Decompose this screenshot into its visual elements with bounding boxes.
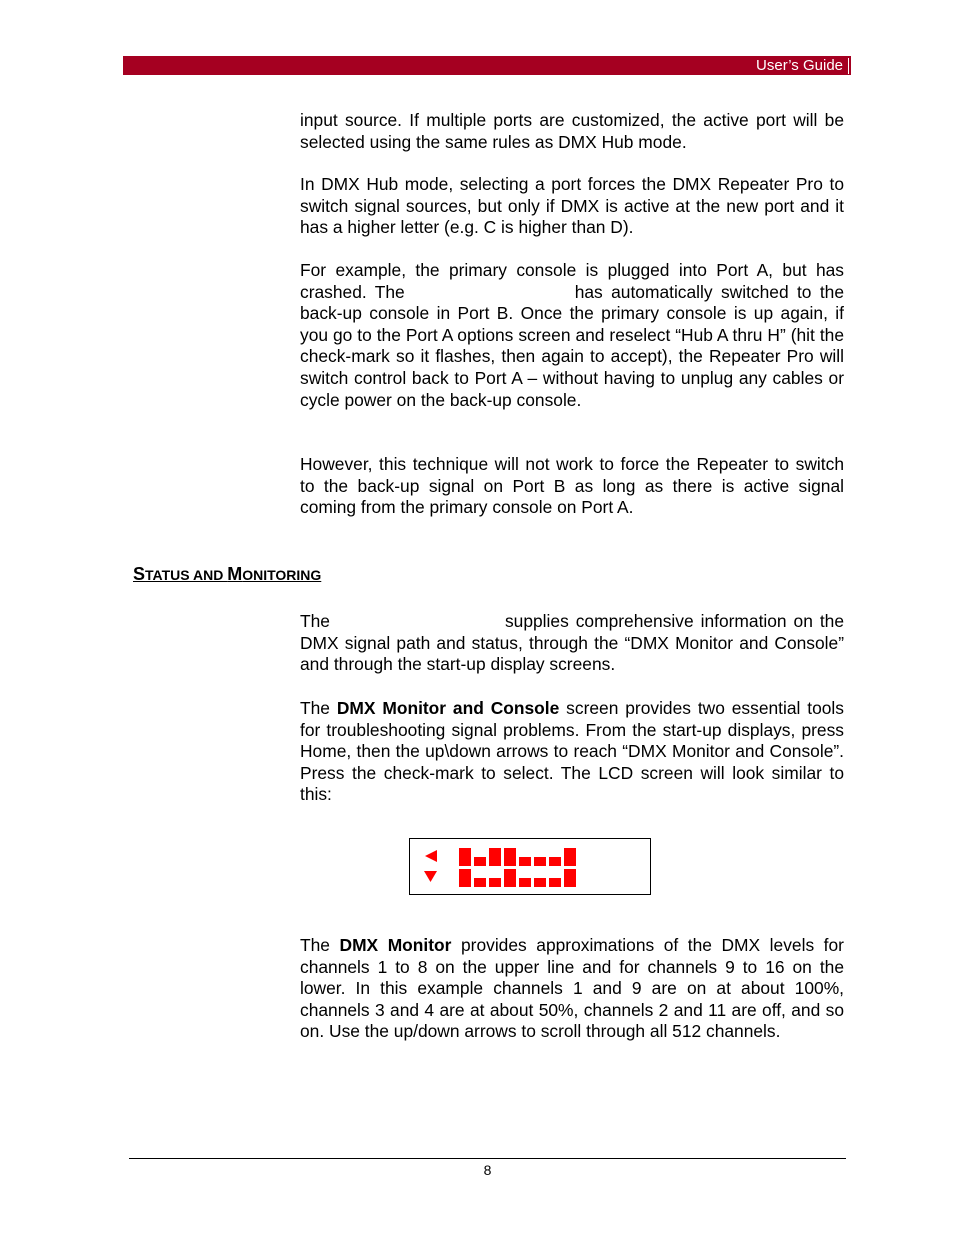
upper-level-bar-7: [549, 857, 561, 866]
upper-level-bar-3: [489, 848, 501, 866]
upper-level-bar-5: [519, 857, 531, 866]
lower-level-bar-3: [489, 878, 501, 887]
lower-level-bar-1: [459, 869, 471, 887]
header-title: User’s Guide: [756, 57, 843, 74]
page-number: 8: [483, 1162, 492, 1178]
paragraph-monitor-console: The DMX Monitor and Console screen provides two essential tools for troubleshooting signal problems. From the start-up displays, press Home, then the up\down arrows to reach “DMX Monitor and Console”. Press the check-mark to select. The LCD screen will look similar to this:: [300, 698, 844, 805]
lcd-display: [409, 838, 651, 895]
down-arrow-icon: [424, 870, 438, 882]
paragraph-status-intro: The supplies comprehensive information on the DMX signal path and status, through the “DMX Monitor and Console” and through the start-up display screens.: [300, 611, 844, 675]
lower-level-bar-8: [564, 869, 576, 887]
header-divider: [848, 58, 849, 74]
paragraph-hub-mode: In DMX Hub mode, selecting a port forces the DMX Repeater Pro to switch signal sources, but only if DMX is active at the new port and it has a higher letter (e.g. C is higher than D).: [300, 174, 844, 238]
upper-level-bar-8: [564, 848, 576, 866]
paragraph-example: [300, 260, 844, 411]
upper-level-bar-6: [534, 857, 546, 866]
paragraph-dmx-monitor: The DMX Monitor provides approximations of the DMX levels for channels 1 to 8 on the upper line and for channels 9 to 16 on the lower. In this example channels 1 and 9 are on at about 100%, channels 3 and 4 are at about 50%, channels 2 and 11 are off, and so on. Use the up/down arrows to scroll through all 512 channels.: [300, 935, 844, 1042]
lcd-level-bars: [459, 848, 584, 888]
paragraph-example-start: For example, the primary console is plugged into Port A, but has crashed. The: [300, 260, 844, 302]
lower-level-bar-4: [504, 869, 516, 887]
left-arrow-icon: [424, 850, 438, 862]
paragraph-input-source: input source. If multiple ports are customized, the active port will be selected using the same rules as DMX Hub mode.: [300, 110, 844, 152]
paragraph-example-rest: has automatically switched to the back-up console in Port B. Once the primary console is up again, if you go to the Port A options screen and reselect “Hub A thru H” (hit the check-mark so it flashes, then again to accept), the Repeater Pro will switch control back to Port A – without having to unplug any cables or cycle power on the back-up console.: [300, 281, 845, 410]
header-bar: [123, 56, 851, 75]
upper-level-bar-2: [474, 857, 486, 866]
lower-level-bar-7: [549, 878, 561, 887]
lower-level-bar-6: [534, 878, 546, 887]
upper-level-bar-1: [459, 848, 471, 866]
lower-level-bar-2: [474, 878, 486, 887]
lower-level-bar-5: [519, 878, 531, 887]
upper-level-bar-4: [504, 848, 516, 866]
paragraph-however: However, this technique will not work to force the Repeater to switch to the back-up signal on Port B as long as there is active signal coming from the primary console on Port A.: [300, 454, 844, 518]
footer-rule: [129, 1158, 846, 1159]
section-heading-status-monitoring: STATUS AND MONITORING: [133, 564, 322, 584]
